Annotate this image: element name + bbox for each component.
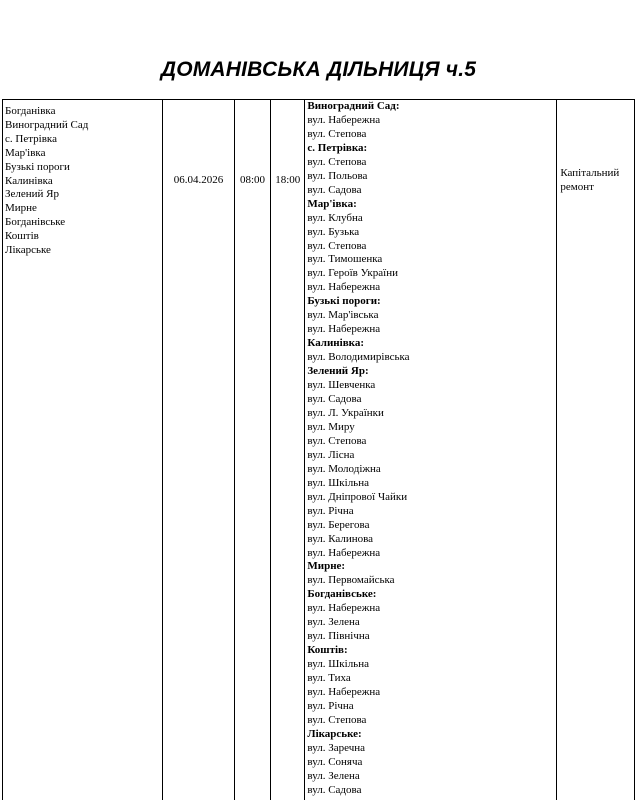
- end-time-cell: [271, 100, 305, 800]
- street-item: вул. Садова: [307, 393, 362, 406]
- street-item: вул. Річна: [307, 699, 354, 712]
- village-item: Зелений Яр: [5, 188, 60, 201]
- street-item: вул. Лісна: [307, 448, 355, 461]
- locality-heading: Бузькі пороги:: [307, 295, 381, 308]
- locality-heading: Мирне:: [307, 560, 346, 573]
- table-row: [3, 100, 635, 800]
- villages-list: [3, 100, 162, 258]
- start-time-cell: [234, 100, 270, 800]
- outage-reason: Капітальний ремонт: [560, 167, 620, 193]
- street-item: вул. Первомайська: [307, 574, 395, 587]
- street-item: вул. Польова: [307, 169, 368, 182]
- street-item: вул. Набережна: [307, 686, 381, 699]
- villages-cell: [3, 100, 163, 800]
- end-time: 18:00: [275, 174, 301, 186]
- village-item: Виноградний Сад: [5, 118, 89, 131]
- page-title: ДОМАНІВСЬКА ДІЛЬНИЦЯ ч.5: [160, 58, 477, 81]
- locality-heading: Мар'івка:: [307, 197, 357, 210]
- locality-heading: Богданівське:: [307, 588, 377, 601]
- locality-heading: с. Петрівка:: [307, 141, 368, 154]
- street-item: вул. Набережна: [307, 546, 381, 559]
- street-item: вул. Героїв України: [307, 267, 398, 280]
- village-item: Богданівське: [5, 216, 66, 229]
- street-item: вул. Тиха: [307, 672, 351, 685]
- streets-list: [305, 100, 556, 800]
- street-item: вул. Калинова: [307, 532, 374, 545]
- street-item: вул. Л. Українки: [307, 406, 384, 419]
- street-item: вул. Заречна: [307, 741, 366, 754]
- reason-cell: [557, 100, 635, 800]
- street-item: вул. Клубна: [307, 211, 363, 224]
- street-item: вул. Бузька: [307, 225, 360, 238]
- street-item: вул. Степова: [307, 713, 367, 726]
- village-item: Коштів: [5, 230, 39, 243]
- street-item: вул. Набережна: [307, 281, 381, 294]
- village-item: Бузькі пороги: [5, 160, 70, 173]
- street-item: вул. Соняча: [307, 755, 363, 768]
- street-item: вул. Степова: [307, 434, 367, 447]
- village-item: Калинівка: [5, 174, 53, 187]
- village-item: Лікарське: [5, 244, 51, 257]
- street-item: вул. Річна: [307, 504, 354, 517]
- locality-heading: Калинівка:: [307, 337, 364, 350]
- locality-heading: Виноградний Сад:: [307, 100, 400, 112]
- street-item: вул. Садова: [307, 783, 362, 796]
- street-item: вул. Дніпрової Чайки: [307, 490, 408, 503]
- street-item: вул. Степова: [307, 155, 367, 168]
- street-item: вул. Набережна: [307, 113, 381, 126]
- date-cell: [163, 100, 235, 800]
- street-item: вул. Зелена: [307, 769, 360, 782]
- street-item: вул. Миру: [307, 420, 355, 433]
- street-item: вул. Молодіжна: [307, 462, 381, 475]
- street-item: вул. Північна: [307, 630, 370, 643]
- outage-schedule-table: [2, 99, 635, 800]
- village-item: Мирне: [5, 202, 37, 215]
- street-item: вул. Зелена: [307, 616, 360, 629]
- street-item: вул. Шевченка: [307, 379, 376, 392]
- street-item: вул. Садова: [307, 183, 362, 196]
- village-item: Мар'івка: [5, 146, 46, 159]
- street-item: вул. Шкільна: [307, 658, 369, 671]
- street-item: вул. Степова: [307, 239, 367, 252]
- locality-heading: Зелений Яр:: [307, 365, 369, 378]
- locality-heading: Лікарське:: [307, 727, 362, 740]
- streets-cell: [305, 100, 557, 800]
- street-item: вул. Набережна: [307, 602, 381, 615]
- locality-heading: Коштів:: [307, 644, 348, 657]
- outage-date: 06.04.2026: [173, 174, 224, 186]
- street-item: вул. Берегова: [307, 518, 370, 531]
- street-item: вул. Мар'івська: [307, 309, 379, 322]
- village-item: с. Петрівка: [5, 132, 57, 145]
- street-item: вул. Набережна: [307, 323, 381, 336]
- start-time: 08:00: [239, 174, 265, 186]
- village-item: Богданівка: [5, 105, 56, 117]
- street-item: вул. Степова: [307, 127, 367, 140]
- street-item: вул. Шкільна: [307, 476, 369, 489]
- street-item: вул. Тимошенка: [307, 253, 383, 266]
- street-item: вул. Володимирівська: [307, 351, 410, 364]
